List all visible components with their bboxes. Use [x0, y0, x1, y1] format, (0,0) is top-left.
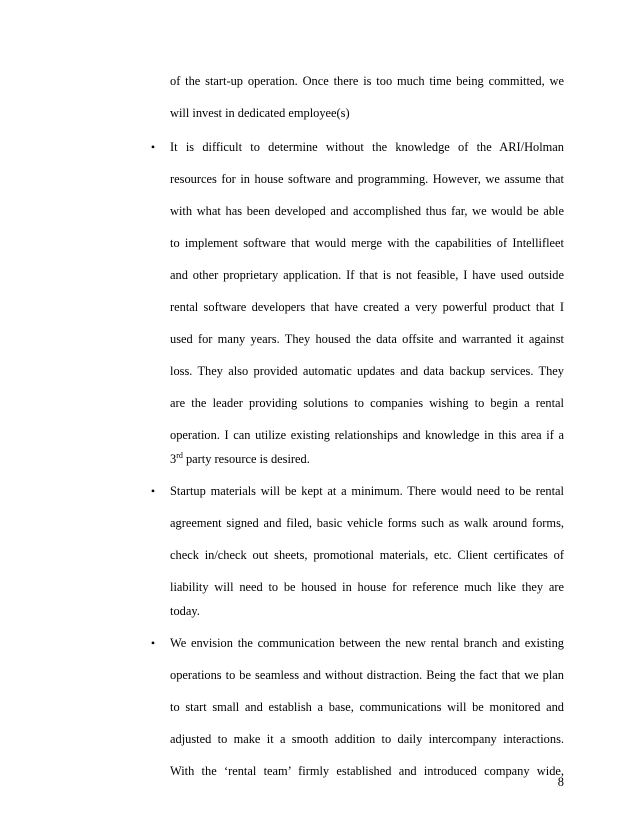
bullet-1-line-7: used for many years. They housed the data offsite and warranted it against — [170, 332, 564, 346]
bullet-1-line-3: with what has been developed and accomplished thus far, we would be able — [170, 204, 564, 218]
page-number: 8 — [557, 775, 564, 789]
bullet-icon: • — [150, 484, 156, 498]
bullet-icon: • — [150, 140, 156, 154]
bullet-3-line-5: With the ‘rental team’ firmly established and introduced company wide, — [170, 764, 564, 778]
bullet-1-line-5: and other proprietary application. If that is not feasible, I have used outside — [170, 268, 564, 282]
bullet-3-line-2: operations to be seamless and without distraction. Being the fact that we plan — [170, 668, 564, 682]
line-remainder: party resource is desired. — [182, 452, 310, 466]
bullet-1-line-8: loss. They also provided automatic updates and data backup services. They — [170, 364, 564, 378]
bullet-2-line-1: Startup materials will be kept at a minimum. There would need to be rental — [170, 484, 564, 498]
bullet-3-line-4: adjusted to make it a smooth addition to daily intercompany interactions. — [170, 732, 564, 746]
bullet-1-line-2: resources for in house software and programming. However, we assume that — [170, 172, 564, 186]
ordinal-number: 3 — [170, 452, 177, 466]
bullet-3-line-3: to start small and establish a base, communications will be monitored and — [170, 700, 564, 714]
bullet-2-line-5: today. — [170, 604, 200, 618]
bullet-3-line-1: We envision the communication between the new rental branch and existing — [170, 636, 564, 650]
continuation-line-1: of the start-up operation. Once there is too much time being committed, we — [170, 74, 564, 88]
bullet-1-line-10: operation. I can utilize existing relationships and knowledge in this area if a — [170, 428, 564, 442]
bullet-1-line-9: are the leader providing solutions to companies wishing to begin a rental — [170, 396, 564, 410]
continuation-line-2: will invest in dedicated employee(s) — [170, 106, 350, 120]
bullet-1-line-4: to implement software that would merge with the capabilities of Intellifleet — [170, 236, 564, 250]
bullet-1-line-1: It is difficult to determine without the knowledge of the ARI/Holman — [170, 140, 564, 154]
bullet-1-line-11 — [170, 451, 564, 467]
bullet-icon: • — [150, 636, 156, 650]
bullet-2-line-3: check in/check out sheets, promotional materials, etc. Client certificates of — [170, 548, 564, 562]
bullet-2-line-2: agreement signed and filed, basic vehicle forms such as walk around forms, — [170, 516, 564, 530]
bullet-2-line-4: liability will need to be housed in house for reference much like they are — [170, 580, 564, 594]
bullet-1-line-6: rental software developers that have created a very powerful product that I — [170, 300, 564, 314]
ordinal-suffix: rd — [176, 450, 183, 460]
